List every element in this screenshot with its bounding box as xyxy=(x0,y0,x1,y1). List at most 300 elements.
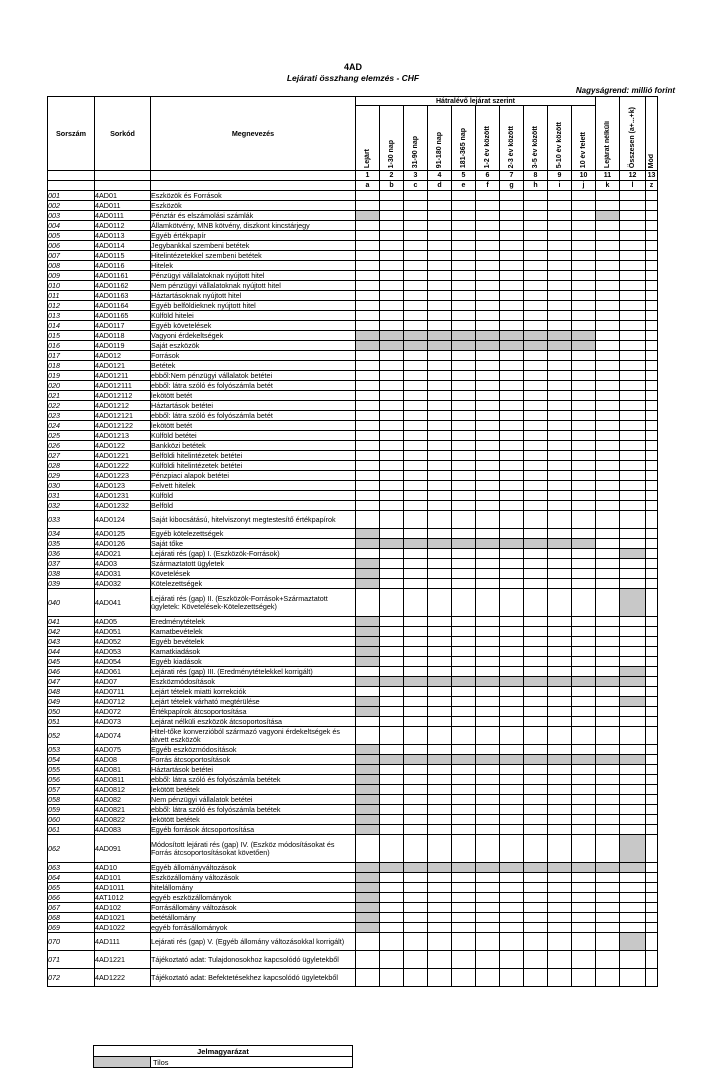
value-cell[interactable] xyxy=(356,969,380,987)
value-cell[interactable] xyxy=(620,511,646,529)
value-cell[interactable] xyxy=(646,421,658,431)
value-cell[interactable] xyxy=(572,261,596,271)
value-cell[interactable] xyxy=(646,221,658,231)
value-cell[interactable] xyxy=(524,667,548,677)
value-cell[interactable] xyxy=(620,627,646,637)
value-cell[interactable] xyxy=(428,805,452,815)
value-cell[interactable] xyxy=(646,755,658,765)
value-cell[interactable] xyxy=(428,529,452,539)
value-cell[interactable] xyxy=(428,291,452,301)
value-cell[interactable] xyxy=(572,825,596,835)
value-cell[interactable] xyxy=(428,231,452,241)
value-cell[interactable] xyxy=(476,893,500,903)
value-cell[interactable] xyxy=(620,481,646,491)
value-cell[interactable] xyxy=(572,707,596,717)
value-cell[interactable] xyxy=(380,657,404,667)
value-cell[interactable] xyxy=(380,491,404,501)
value-cell[interactable] xyxy=(380,579,404,589)
value-cell[interactable] xyxy=(596,261,620,271)
value-cell[interactable] xyxy=(524,411,548,421)
value-cell[interactable] xyxy=(548,441,572,451)
value-cell[interactable] xyxy=(596,441,620,451)
value-cell[interactable] xyxy=(524,637,548,647)
value-cell[interactable] xyxy=(380,923,404,933)
value-cell[interactable] xyxy=(596,697,620,707)
value-cell[interactable] xyxy=(404,727,428,745)
value-cell[interactable] xyxy=(646,913,658,923)
value-cell[interactable] xyxy=(572,241,596,251)
value-cell[interactable] xyxy=(620,191,646,201)
value-cell[interactable] xyxy=(476,211,500,221)
value-cell[interactable] xyxy=(620,211,646,221)
value-cell[interactable] xyxy=(548,883,572,893)
value-cell[interactable] xyxy=(452,301,476,311)
value-cell[interactable] xyxy=(646,351,658,361)
value-cell[interactable] xyxy=(572,765,596,775)
value-cell[interactable] xyxy=(356,351,380,361)
value-cell[interactable] xyxy=(548,745,572,755)
value-cell[interactable] xyxy=(646,381,658,391)
value-cell[interactable] xyxy=(620,341,646,351)
value-cell[interactable] xyxy=(646,589,658,617)
value-cell[interactable] xyxy=(646,211,658,221)
value-cell[interactable] xyxy=(548,627,572,637)
value-cell[interactable] xyxy=(380,461,404,471)
value-cell[interactable] xyxy=(596,221,620,231)
value-cell[interactable] xyxy=(500,221,524,231)
value-cell[interactable] xyxy=(428,321,452,331)
value-cell[interactable] xyxy=(476,717,500,727)
value-cell[interactable] xyxy=(452,391,476,401)
value-cell[interactable] xyxy=(404,795,428,805)
value-cell[interactable] xyxy=(428,261,452,271)
value-cell[interactable] xyxy=(428,201,452,211)
value-cell[interactable] xyxy=(524,765,548,775)
value-cell[interactable] xyxy=(596,825,620,835)
value-cell[interactable] xyxy=(620,913,646,923)
value-cell[interactable] xyxy=(646,361,658,371)
value-cell[interactable] xyxy=(452,201,476,211)
value-cell[interactable] xyxy=(404,835,428,863)
value-cell[interactable] xyxy=(476,241,500,251)
value-cell[interactable] xyxy=(356,201,380,211)
value-cell[interactable] xyxy=(572,441,596,451)
value-cell[interactable] xyxy=(404,913,428,923)
value-cell[interactable] xyxy=(596,361,620,371)
value-cell[interactable] xyxy=(356,221,380,231)
value-cell[interactable] xyxy=(620,361,646,371)
value-cell[interactable] xyxy=(646,893,658,903)
value-cell[interactable] xyxy=(500,261,524,271)
value-cell[interactable] xyxy=(524,589,548,617)
value-cell[interactable] xyxy=(596,589,620,617)
value-cell[interactable] xyxy=(620,951,646,969)
value-cell[interactable] xyxy=(404,569,428,579)
value-cell[interactable] xyxy=(548,617,572,627)
value-cell[interactable] xyxy=(572,893,596,903)
value-cell[interactable] xyxy=(452,775,476,785)
value-cell[interactable] xyxy=(548,825,572,835)
value-cell[interactable] xyxy=(404,657,428,667)
value-cell[interactable] xyxy=(524,923,548,933)
value-cell[interactable] xyxy=(548,451,572,461)
value-cell[interactable] xyxy=(428,707,452,717)
value-cell[interactable] xyxy=(380,687,404,697)
value-cell[interactable] xyxy=(428,795,452,805)
value-cell[interactable] xyxy=(404,351,428,361)
value-cell[interactable] xyxy=(500,241,524,251)
value-cell[interactable] xyxy=(356,501,380,511)
value-cell[interactable] xyxy=(428,311,452,321)
value-cell[interactable] xyxy=(646,481,658,491)
value-cell[interactable] xyxy=(452,579,476,589)
value-cell[interactable] xyxy=(356,717,380,727)
value-cell[interactable] xyxy=(404,501,428,511)
value-cell[interactable] xyxy=(452,441,476,451)
value-cell[interactable] xyxy=(646,539,658,549)
value-cell[interactable] xyxy=(476,371,500,381)
value-cell[interactable] xyxy=(572,647,596,657)
value-cell[interactable] xyxy=(524,815,548,825)
value-cell[interactable] xyxy=(356,311,380,321)
value-cell[interactable] xyxy=(476,529,500,539)
value-cell[interactable] xyxy=(356,441,380,451)
value-cell[interactable] xyxy=(524,873,548,883)
value-cell[interactable] xyxy=(452,381,476,391)
value-cell[interactable] xyxy=(620,873,646,883)
value-cell[interactable] xyxy=(500,411,524,421)
value-cell[interactable] xyxy=(380,301,404,311)
value-cell[interactable] xyxy=(452,529,476,539)
value-cell[interactable] xyxy=(572,627,596,637)
value-cell[interactable] xyxy=(404,825,428,835)
value-cell[interactable] xyxy=(524,893,548,903)
value-cell[interactable] xyxy=(596,241,620,251)
value-cell[interactable] xyxy=(500,647,524,657)
value-cell[interactable] xyxy=(548,795,572,805)
value-cell[interactable] xyxy=(524,825,548,835)
value-cell[interactable] xyxy=(476,815,500,825)
value-cell[interactable] xyxy=(404,893,428,903)
value-cell[interactable] xyxy=(500,471,524,481)
value-cell[interactable] xyxy=(476,667,500,677)
value-cell[interactable] xyxy=(476,411,500,421)
value-cell[interactable] xyxy=(380,549,404,559)
value-cell[interactable] xyxy=(476,657,500,667)
value-cell[interactable] xyxy=(476,569,500,579)
value-cell[interactable] xyxy=(428,913,452,923)
value-cell[interactable] xyxy=(500,441,524,451)
value-cell[interactable] xyxy=(428,431,452,441)
value-cell[interactable] xyxy=(620,795,646,805)
value-cell[interactable] xyxy=(476,231,500,241)
value-cell[interactable] xyxy=(572,933,596,951)
value-cell[interactable] xyxy=(404,491,428,501)
value-cell[interactable] xyxy=(428,903,452,913)
value-cell[interactable] xyxy=(596,657,620,667)
value-cell[interactable] xyxy=(596,371,620,381)
value-cell[interactable] xyxy=(500,201,524,211)
value-cell[interactable] xyxy=(572,381,596,391)
value-cell[interactable] xyxy=(380,559,404,569)
value-cell[interactable] xyxy=(428,251,452,261)
value-cell[interactable] xyxy=(646,529,658,539)
value-cell[interactable] xyxy=(476,501,500,511)
value-cell[interactable] xyxy=(646,933,658,951)
value-cell[interactable] xyxy=(596,431,620,441)
value-cell[interactable] xyxy=(596,815,620,825)
value-cell[interactable] xyxy=(356,589,380,617)
value-cell[interactable] xyxy=(548,411,572,421)
value-cell[interactable] xyxy=(428,549,452,559)
value-cell[interactable] xyxy=(476,627,500,637)
value-cell[interactable] xyxy=(620,529,646,539)
value-cell[interactable] xyxy=(572,805,596,815)
value-cell[interactable] xyxy=(572,321,596,331)
value-cell[interactable] xyxy=(646,775,658,785)
value-cell[interactable] xyxy=(452,707,476,717)
value-cell[interactable] xyxy=(404,815,428,825)
value-cell[interactable] xyxy=(476,491,500,501)
value-cell[interactable] xyxy=(428,481,452,491)
value-cell[interactable] xyxy=(380,291,404,301)
value-cell[interactable] xyxy=(646,501,658,511)
value-cell[interactable] xyxy=(572,559,596,569)
value-cell[interactable] xyxy=(356,471,380,481)
value-cell[interactable] xyxy=(646,341,658,351)
value-cell[interactable] xyxy=(356,361,380,371)
value-cell[interactable] xyxy=(596,969,620,987)
value-cell[interactable] xyxy=(548,903,572,913)
value-cell[interactable] xyxy=(452,421,476,431)
value-cell[interactable] xyxy=(596,745,620,755)
value-cell[interactable] xyxy=(646,687,658,697)
value-cell[interactable] xyxy=(500,511,524,529)
value-cell[interactable] xyxy=(646,863,658,873)
value-cell[interactable] xyxy=(596,883,620,893)
value-cell[interactable] xyxy=(596,271,620,281)
value-cell[interactable] xyxy=(548,201,572,211)
value-cell[interactable] xyxy=(500,785,524,795)
value-cell[interactable] xyxy=(524,421,548,431)
value-cell[interactable] xyxy=(452,657,476,667)
value-cell[interactable] xyxy=(476,301,500,311)
value-cell[interactable] xyxy=(428,421,452,431)
value-cell[interactable] xyxy=(500,727,524,745)
value-cell[interactable] xyxy=(500,657,524,667)
value-cell[interactable] xyxy=(428,559,452,569)
value-cell[interactable] xyxy=(646,727,658,745)
value-cell[interactable] xyxy=(596,529,620,539)
value-cell[interactable] xyxy=(620,411,646,421)
value-cell[interactable] xyxy=(572,873,596,883)
value-cell[interactable] xyxy=(596,727,620,745)
value-cell[interactable] xyxy=(428,381,452,391)
value-cell[interactable] xyxy=(500,559,524,569)
value-cell[interactable] xyxy=(428,873,452,883)
value-cell[interactable] xyxy=(548,301,572,311)
value-cell[interactable] xyxy=(524,191,548,201)
value-cell[interactable] xyxy=(620,461,646,471)
value-cell[interactable] xyxy=(620,785,646,795)
value-cell[interactable] xyxy=(356,371,380,381)
value-cell[interactable] xyxy=(548,231,572,241)
value-cell[interactable] xyxy=(524,271,548,281)
value-cell[interactable] xyxy=(572,231,596,241)
value-cell[interactable] xyxy=(428,461,452,471)
value-cell[interactable] xyxy=(548,969,572,987)
value-cell[interactable] xyxy=(428,617,452,627)
value-cell[interactable] xyxy=(380,221,404,231)
value-cell[interactable] xyxy=(572,511,596,529)
value-cell[interactable] xyxy=(428,451,452,461)
value-cell[interactable] xyxy=(524,471,548,481)
value-cell[interactable] xyxy=(452,481,476,491)
value-cell[interactable] xyxy=(452,401,476,411)
value-cell[interactable] xyxy=(572,431,596,441)
value-cell[interactable] xyxy=(572,835,596,863)
value-cell[interactable] xyxy=(572,913,596,923)
value-cell[interactable] xyxy=(428,411,452,421)
value-cell[interactable] xyxy=(524,569,548,579)
value-cell[interactable] xyxy=(452,589,476,617)
value-cell[interactable] xyxy=(452,291,476,301)
value-cell[interactable] xyxy=(380,707,404,717)
value-cell[interactable] xyxy=(620,351,646,361)
value-cell[interactable] xyxy=(428,969,452,987)
value-cell[interactable] xyxy=(356,421,380,431)
value-cell[interactable] xyxy=(428,893,452,903)
value-cell[interactable] xyxy=(380,511,404,529)
value-cell[interactable] xyxy=(356,411,380,421)
value-cell[interactable] xyxy=(356,391,380,401)
value-cell[interactable] xyxy=(380,401,404,411)
value-cell[interactable] xyxy=(476,261,500,271)
value-cell[interactable] xyxy=(548,815,572,825)
value-cell[interactable] xyxy=(524,511,548,529)
value-cell[interactable] xyxy=(572,727,596,745)
value-cell[interactable] xyxy=(524,617,548,627)
value-cell[interactable] xyxy=(356,281,380,291)
value-cell[interactable] xyxy=(476,311,500,321)
value-cell[interactable] xyxy=(524,371,548,381)
value-cell[interactable] xyxy=(404,271,428,281)
value-cell[interactable] xyxy=(572,461,596,471)
value-cell[interactable] xyxy=(572,569,596,579)
value-cell[interactable] xyxy=(404,667,428,677)
value-cell[interactable] xyxy=(524,461,548,471)
value-cell[interactable] xyxy=(428,765,452,775)
value-cell[interactable] xyxy=(572,271,596,281)
value-cell[interactable] xyxy=(452,351,476,361)
value-cell[interactable] xyxy=(620,451,646,461)
value-cell[interactable] xyxy=(646,401,658,411)
value-cell[interactable] xyxy=(404,549,428,559)
value-cell[interactable] xyxy=(380,717,404,727)
value-cell[interactable] xyxy=(452,261,476,271)
value-cell[interactable] xyxy=(476,969,500,987)
value-cell[interactable] xyxy=(620,491,646,501)
value-cell[interactable] xyxy=(572,211,596,221)
value-cell[interactable] xyxy=(380,371,404,381)
value-cell[interactable] xyxy=(452,697,476,707)
value-cell[interactable] xyxy=(596,451,620,461)
value-cell[interactable] xyxy=(620,893,646,903)
value-cell[interactable] xyxy=(572,471,596,481)
value-cell[interactable] xyxy=(404,707,428,717)
value-cell[interactable] xyxy=(428,371,452,381)
value-cell[interactable] xyxy=(620,707,646,717)
value-cell[interactable] xyxy=(452,371,476,381)
value-cell[interactable] xyxy=(596,511,620,529)
value-cell[interactable] xyxy=(524,231,548,241)
value-cell[interactable] xyxy=(596,539,620,549)
value-cell[interactable] xyxy=(646,321,658,331)
value-cell[interactable] xyxy=(572,717,596,727)
value-cell[interactable] xyxy=(380,873,404,883)
value-cell[interactable] xyxy=(452,451,476,461)
value-cell[interactable] xyxy=(524,913,548,923)
value-cell[interactable] xyxy=(404,381,428,391)
value-cell[interactable] xyxy=(646,903,658,913)
value-cell[interactable] xyxy=(404,211,428,221)
value-cell[interactable] xyxy=(380,795,404,805)
value-cell[interactable] xyxy=(646,311,658,321)
value-cell[interactable] xyxy=(476,913,500,923)
value-cell[interactable] xyxy=(596,893,620,903)
value-cell[interactable] xyxy=(476,775,500,785)
value-cell[interactable] xyxy=(596,627,620,637)
value-cell[interactable] xyxy=(380,311,404,321)
value-cell[interactable] xyxy=(380,697,404,707)
value-cell[interactable] xyxy=(356,727,380,745)
value-cell[interactable] xyxy=(500,401,524,411)
value-cell[interactable] xyxy=(500,579,524,589)
value-cell[interactable] xyxy=(572,969,596,987)
value-cell[interactable] xyxy=(620,291,646,301)
value-cell[interactable] xyxy=(452,411,476,421)
value-cell[interactable] xyxy=(548,191,572,201)
value-cell[interactable] xyxy=(380,883,404,893)
value-cell[interactable] xyxy=(380,785,404,795)
value-cell[interactable] xyxy=(500,617,524,627)
value-cell[interactable] xyxy=(572,501,596,511)
value-cell[interactable] xyxy=(500,589,524,617)
value-cell[interactable] xyxy=(596,341,620,351)
value-cell[interactable] xyxy=(646,883,658,893)
value-cell[interactable] xyxy=(404,201,428,211)
value-cell[interactable] xyxy=(500,301,524,311)
value-cell[interactable] xyxy=(524,451,548,461)
value-cell[interactable] xyxy=(476,707,500,717)
value-cell[interactable] xyxy=(476,903,500,913)
value-cell[interactable] xyxy=(380,351,404,361)
value-cell[interactable] xyxy=(404,461,428,471)
value-cell[interactable] xyxy=(356,667,380,677)
value-cell[interactable] xyxy=(476,951,500,969)
value-cell[interactable] xyxy=(548,371,572,381)
value-cell[interactable] xyxy=(620,815,646,825)
value-cell[interactable] xyxy=(428,835,452,863)
value-cell[interactable] xyxy=(548,707,572,717)
value-cell[interactable] xyxy=(524,697,548,707)
value-cell[interactable] xyxy=(596,231,620,241)
value-cell[interactable] xyxy=(380,391,404,401)
value-cell[interactable] xyxy=(646,271,658,281)
value-cell[interactable] xyxy=(500,451,524,461)
value-cell[interactable] xyxy=(380,835,404,863)
value-cell[interactable] xyxy=(596,381,620,391)
